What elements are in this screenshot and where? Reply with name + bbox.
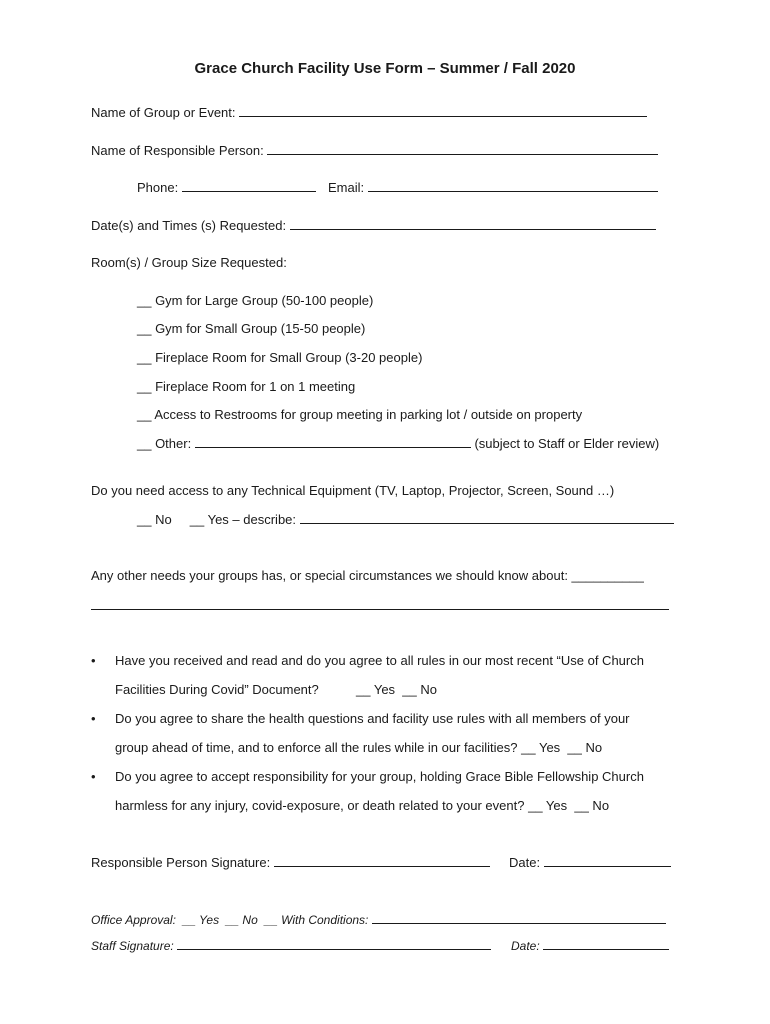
signature-field[interactable] xyxy=(274,853,490,867)
room-option-other xyxy=(137,434,659,453)
room-option[interactable]: __ Fireplace Room for Small Group (3-20 people) xyxy=(137,350,423,365)
share-rules-question-line2 xyxy=(115,739,602,757)
tech-describe-field[interactable] xyxy=(300,510,674,524)
other-note: (subject to Staff or Elder review) xyxy=(474,436,660,451)
room-option[interactable]: __ Gym for Small Group (15-50 people) xyxy=(137,321,366,336)
responsibility-question-line1: Do you agree to accept responsibility for your group, holding Grace Bible Fellowship Church xyxy=(115,769,644,784)
phone-label: Phone: xyxy=(137,180,179,195)
covid-rules-answer[interactable]: __ Yes __ No xyxy=(356,682,437,697)
room-option[interactable]: __ Fireplace Room for 1 on 1 meeting xyxy=(137,379,356,394)
responsibility-answer[interactable]: __ Yes __ No xyxy=(528,798,610,813)
other-needs-field[interactable] xyxy=(91,609,669,610)
tech-answer-row xyxy=(137,510,674,529)
email-field[interactable] xyxy=(368,178,658,192)
signature-label: Responsible Person Signature: xyxy=(91,855,271,870)
share-rules-question-line1: Do you agree to share the health questions and facility use rules with all members of your xyxy=(115,711,630,726)
responsible-person-field[interactable] xyxy=(267,141,658,155)
group-name-field[interactable] xyxy=(239,103,647,117)
signature-date-row xyxy=(509,853,671,872)
signature-row xyxy=(91,853,490,872)
office-approval-label: Office Approval: __ Yes __ No __ With Conditions: xyxy=(91,913,369,927)
share-rules-answer[interactable]: __ Yes __ No xyxy=(521,740,603,755)
covid-rules-question-text: Facilities During Covid” Document? xyxy=(115,682,319,697)
phone-field[interactable] xyxy=(182,178,316,192)
other-field[interactable] xyxy=(195,434,471,448)
responsibility-question-line2 xyxy=(115,797,609,815)
other-label[interactable]: __ Other: xyxy=(137,436,192,451)
office-conditions-field[interactable] xyxy=(372,910,666,924)
group-name-row xyxy=(91,103,647,122)
staff-date-label: Date: xyxy=(511,939,540,953)
rooms-label: Room(s) / Group Size Requested: xyxy=(91,255,287,270)
dates-label: Date(s) and Times (s) Requested: xyxy=(91,218,287,233)
responsibility-question-text: harmless for any injury, covid-exposure, or death related to your event? xyxy=(115,798,525,813)
office-approval-row xyxy=(91,910,666,929)
bullet-icon: • xyxy=(91,711,96,726)
form-title: Grace Church Facility Use Form – Summer / Fall 2020 xyxy=(194,60,576,77)
room-option[interactable]: __ Access to Restrooms for group meeting in parking lot / outside on property xyxy=(137,407,583,422)
dates-field[interactable] xyxy=(290,216,656,230)
staff-signature-row xyxy=(91,936,491,955)
covid-rules-question-line2 xyxy=(115,681,437,699)
share-rules-question-text: group ahead of time, and to enforce all the rules while in our facilities? xyxy=(115,740,518,755)
email-row xyxy=(328,178,658,197)
covid-rules-question-line1: Have you received and read and do you agree to all rules in our most recent “Use of Church xyxy=(115,653,644,668)
staff-date-row xyxy=(511,936,669,955)
tech-question: Do you need access to any Technical Equipment (TV, Laptop, Projector, Screen, Sound …) xyxy=(91,483,615,498)
bullet-icon: • xyxy=(91,769,96,784)
staff-date-field[interactable] xyxy=(543,936,669,950)
responsible-person-label: Name of Responsible Person: xyxy=(91,143,264,158)
bullet-icon: • xyxy=(91,653,96,668)
signature-date-label: Date: xyxy=(509,855,541,870)
phone-row xyxy=(137,178,316,197)
other-needs-question: Any other needs your groups has, or special circumstances we should know about: __________ xyxy=(91,568,644,583)
staff-signature-label: Staff Signature: xyxy=(91,939,174,953)
responsible-person-row xyxy=(91,141,658,160)
tech-no-option[interactable]: __ No xyxy=(137,512,172,527)
group-name-label: Name of Group or Event: xyxy=(91,105,236,120)
room-option[interactable]: __ Gym for Large Group (50-100 people) xyxy=(137,293,374,308)
email-label: Email: xyxy=(328,180,365,195)
tech-yes-option[interactable]: __ Yes – describe: xyxy=(189,512,297,527)
staff-signature-field[interactable] xyxy=(177,936,491,950)
dates-row xyxy=(91,216,656,235)
signature-date-field[interactable] xyxy=(544,853,671,867)
